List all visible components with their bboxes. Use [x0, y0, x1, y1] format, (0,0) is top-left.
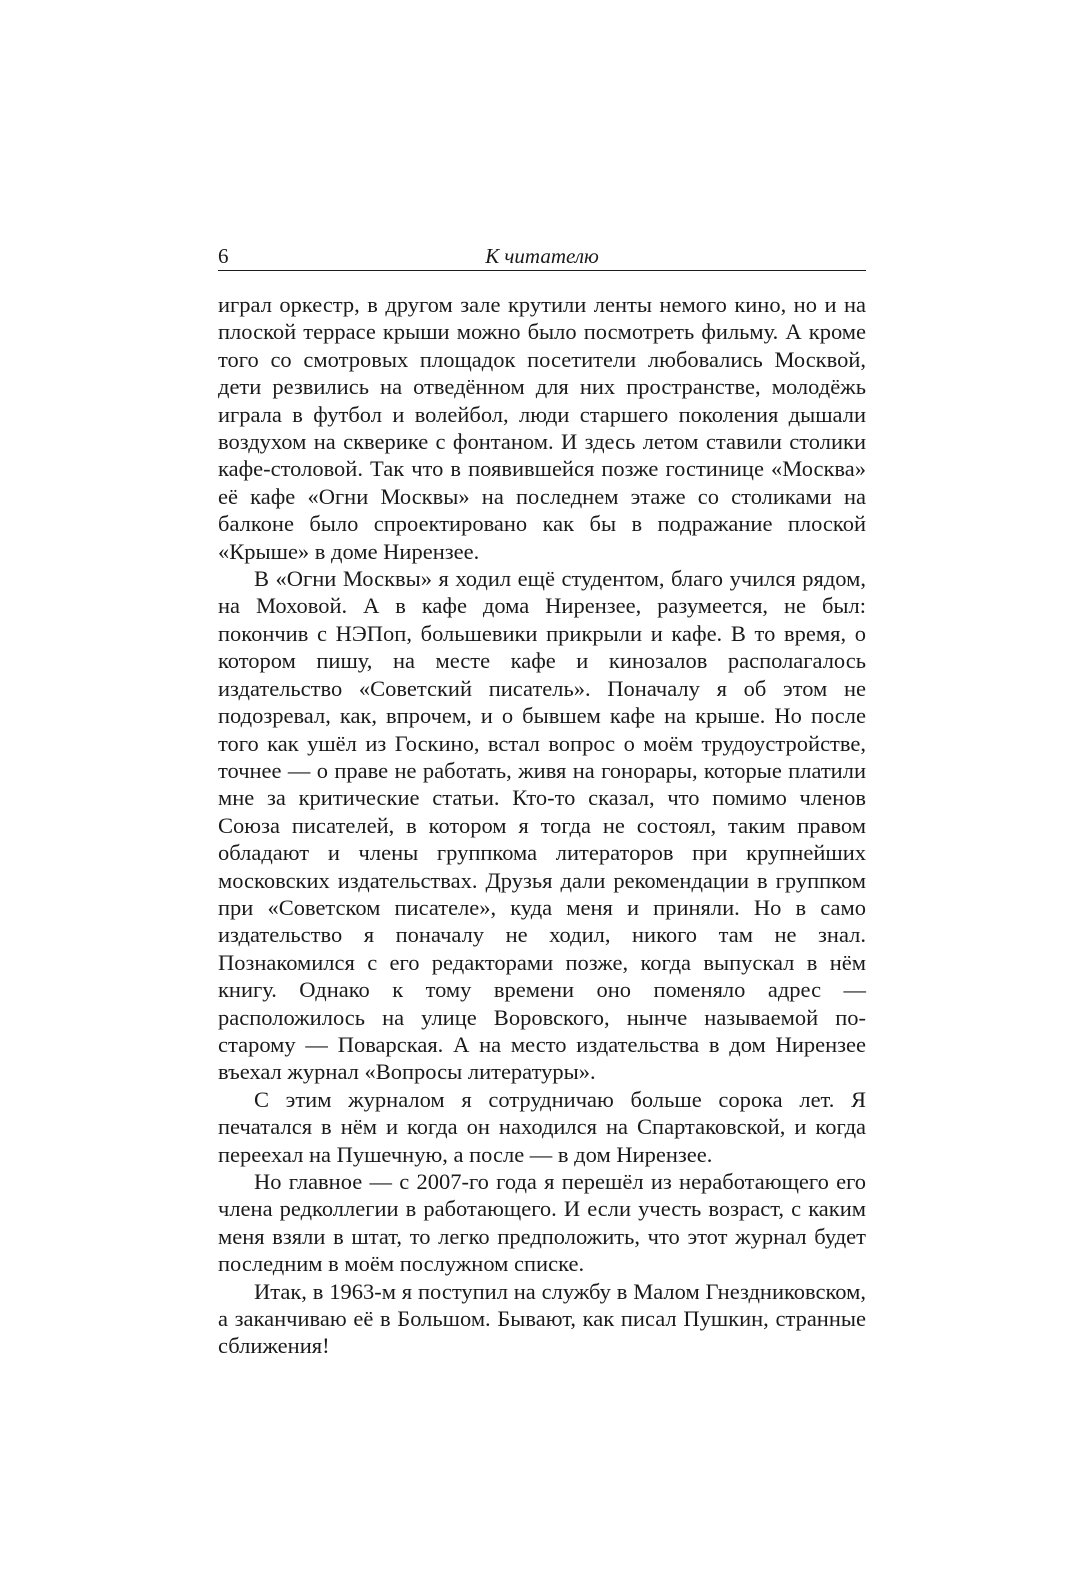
paragraph-2: В «Огни Москвы» я ходил ещё студентом, благо учился рядом, на Моховой. А в кафе дома Нирензее, разумеется, не был: покончив с НЭПоп, большевики прикрыли и кафе. В то время, о котором пишу, на месте кафе и кинозалов располагалось издательство «Советский писатель». Поначалу я об этом не подозревал, как, впрочем, и о бывшем кафе на крыше. Но после того как ушёл из Госкино, встал вопрос о моём трудоустройстве, точнее — о праве не работать, живя на гонорары, которые платили мне за критические статьи. Кто-то сказал, что помимо членов Союза писателей, в котором я тогда не состоял, таким правом обладают и члены группкома литераторов при крупнейших московских издательствах. Друзья дали рекомендации в группком при «Советском писателе», куда меня и приняли. Но в само издательство я поначалу не ходил, никого там не знал. Познакомился с его редакторами позже, когда выпускал в нём книгу. Однако к тому времени оно поменяло адрес — расположилось на улице Воровского, нынче называемой по-старому — Поварская. А на место издательства в дом Нирензее въехал журнал «Вопросы литературы».	[218, 566, 866, 1085]
paragraph-4: Но главное — с 2007-го года я перешёл из неработающего его члена редколлегии в работающего. И если учесть возраст, с каким меня взяли в штат, то легко предположить, что этот журнал будет последним в моём послужном списке.	[218, 1169, 866, 1277]
text-body	[218, 291, 866, 1360]
book-page	[218, 240, 866, 1360]
running-head	[218, 240, 866, 271]
page-number: 6	[218, 244, 229, 268]
paragraph-3: С этим журналом я сотрудничаю больше сорока лет. Я печатался в нём и когда он находился на Спартаковской, и когда переехал на Пушечную, а после — в дом Нирензее.	[218, 1086, 866, 1167]
paragraph-1: играл оркестр, в другом зале крутили ленты немого кино, но и на плоской террасе крыши можно было посмотреть фильму. А кроме того со смотровых площадок посетители любовались Москвой, дети резвились на отведённом для них пространстве, молодёжь играла в футбол и волейбол, люди старшего поколения дышали воздухом на скверике с фонтаном. И здесь летом ставили столики кафе-столовой. Так что в появившейся позже гостинице «Москва» её кафе «Огни Москвы» на последнем этаже со столиками на балконе было спроектировано как бы в подражание плоской «Крыше» в доме Нирензее.	[218, 292, 866, 564]
running-title: К читателю	[485, 244, 599, 268]
paragraph-5: Итак, в 1963-м я поступил на службу в Малом Гнездниковском, а заканчиваю её в Большом. Бывают, как писал Пушкин, странные сближения!	[218, 1278, 866, 1359]
